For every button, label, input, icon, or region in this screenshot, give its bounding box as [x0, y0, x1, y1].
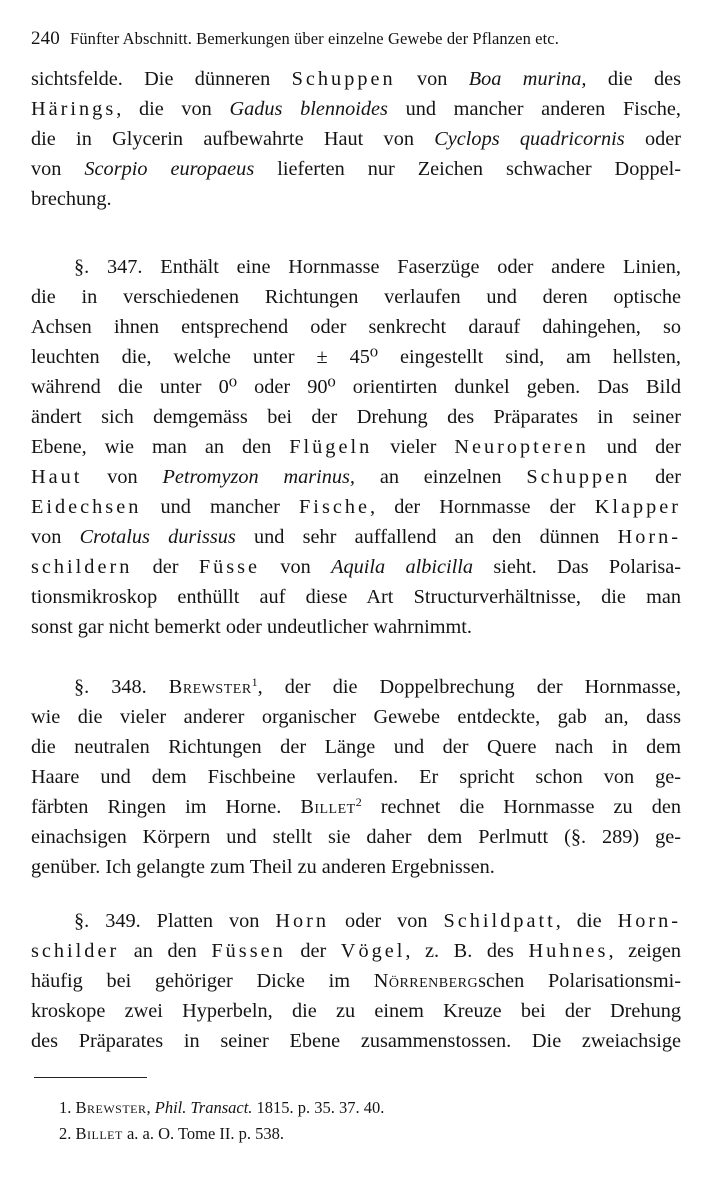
paragraph-348: [31, 672, 681, 882]
text-line: des Präparates in seiner Ebene zusammenstossen. Die zweiachsige: [31, 1030, 681, 1052]
running-title: Fünfter Abschnitt. Bemerkungen über einzelne Gewebe der Pflanzen etc.: [70, 29, 559, 48]
author-name: Nörrenberg: [373, 970, 479, 992]
text-line: Ebene, wie man an den Flügeln vieler Neuropteren und der: [31, 436, 681, 458]
text-line: Achsen ihnen entsprechend oder senkrecht darauf dahingehen, so: [31, 316, 681, 338]
text-line: §. 347. Enthält eine Hornmasse Faserzüge oder andere Linien,: [74, 256, 681, 278]
page-number: 240: [31, 28, 60, 49]
text-line: wie die vieler anderer organischer Gewebe entdeckte, gab an, dass: [31, 706, 681, 728]
footnote-1: 1. Brewster, Phil. Transact. 1815. p. 35. 37. 40.: [59, 1098, 385, 1117]
footnote-ref: 1: [251, 675, 258, 689]
text-line: während die unter 0⁰ oder 90⁰ orientirten dunkel geben. Das Bild: [31, 376, 681, 398]
text-line: färbten Ringen im Horne. Billet$^2$ rechnet die Hornmasse zu den: [31, 795, 681, 818]
text-line: von Crotalus durissus und sehr auffallend an den dünnen Horn-: [31, 526, 681, 548]
text-line: §. 348. Brewster$^1$, der die Doppelbrechung der Hornmasse,: [74, 675, 681, 698]
text-line: Eidechsen und mancher Fische, der Hornmasse der Klapper: [31, 496, 682, 518]
footnote-rule: [34, 1077, 147, 1078]
text-line: tionsmikroskop enthüllt auf diese Art Structurverhältnisse, die man: [31, 586, 681, 608]
text-line: §. 349. Platten von Horn oder von Schildpatt, die Horn-: [74, 910, 682, 932]
text-line: einachsigen Körpern und stellt sie daher dem Perlmutt (§. 289) ge-: [31, 826, 681, 848]
footnote-2: 2. Billet a. a. O. Tome II. p. 538.: [59, 1124, 285, 1143]
text-line: schilder an den Füssen der Vögel, z. B. des Huhnes, zeigen: [31, 940, 682, 962]
author-name: Billet: [300, 796, 356, 818]
text-line: Haare und dem Fischbeine verlaufen. Er spricht schon von ge-: [31, 766, 681, 788]
footnote-ref: 2: [355, 795, 362, 809]
author-name: Brewster: [168, 676, 252, 698]
paragraph-347: [31, 252, 681, 642]
text-line: sonst gar nicht bemerkt oder undeutlicher wahrnimmt.: [31, 616, 472, 638]
text-line: sichtsfelde. Die dünneren Schuppen von Boa murina, die des: [31, 68, 681, 90]
running-header: [31, 28, 681, 50]
text-line: leuchten die, welche unter ± 45⁰ eingestellt sind, am hellsten,: [31, 346, 681, 368]
text-line: die neutralen Richtungen der Länge und der Quere nach in dem: [31, 736, 681, 758]
text-line: von Scorpio europaeus lieferten nur Zeichen schwacher Doppel-: [31, 158, 682, 180]
paragraph-349: [31, 906, 681, 1056]
text-line: brechung.: [31, 188, 112, 210]
text-line: genüber. Ich gelangte zum Theil zu anderen Ergebnissen.: [31, 856, 495, 878]
text-line: kroskope zwei Hyperbeln, die zu einem Kreuze bei der Drehung: [31, 1000, 681, 1022]
paragraph-continued: [31, 64, 681, 214]
text-line: Härings, die von Gadus blennoides und mancher anderen Fische,: [31, 98, 681, 120]
text-line: die in verschiedenen Richtungen verlaufen und deren optische: [31, 286, 681, 308]
text-line: häufig bei gehöriger Dicke im Nörrenbergschen Polarisationsmi-: [31, 970, 681, 992]
text-line: schildern der Füsse von Aquila albicilla sieht. Das Polarisa-: [31, 556, 681, 578]
text-line: Haut von Petromyzon marinus, an einzelnen Schuppen der: [31, 466, 682, 488]
text-line: ändert sich demgemäss bei der Drehung des Präparates in seiner: [31, 406, 681, 428]
text-line: die in Glycerin aufbewahrte Haut von Cyclops quadricornis oder: [31, 128, 682, 150]
